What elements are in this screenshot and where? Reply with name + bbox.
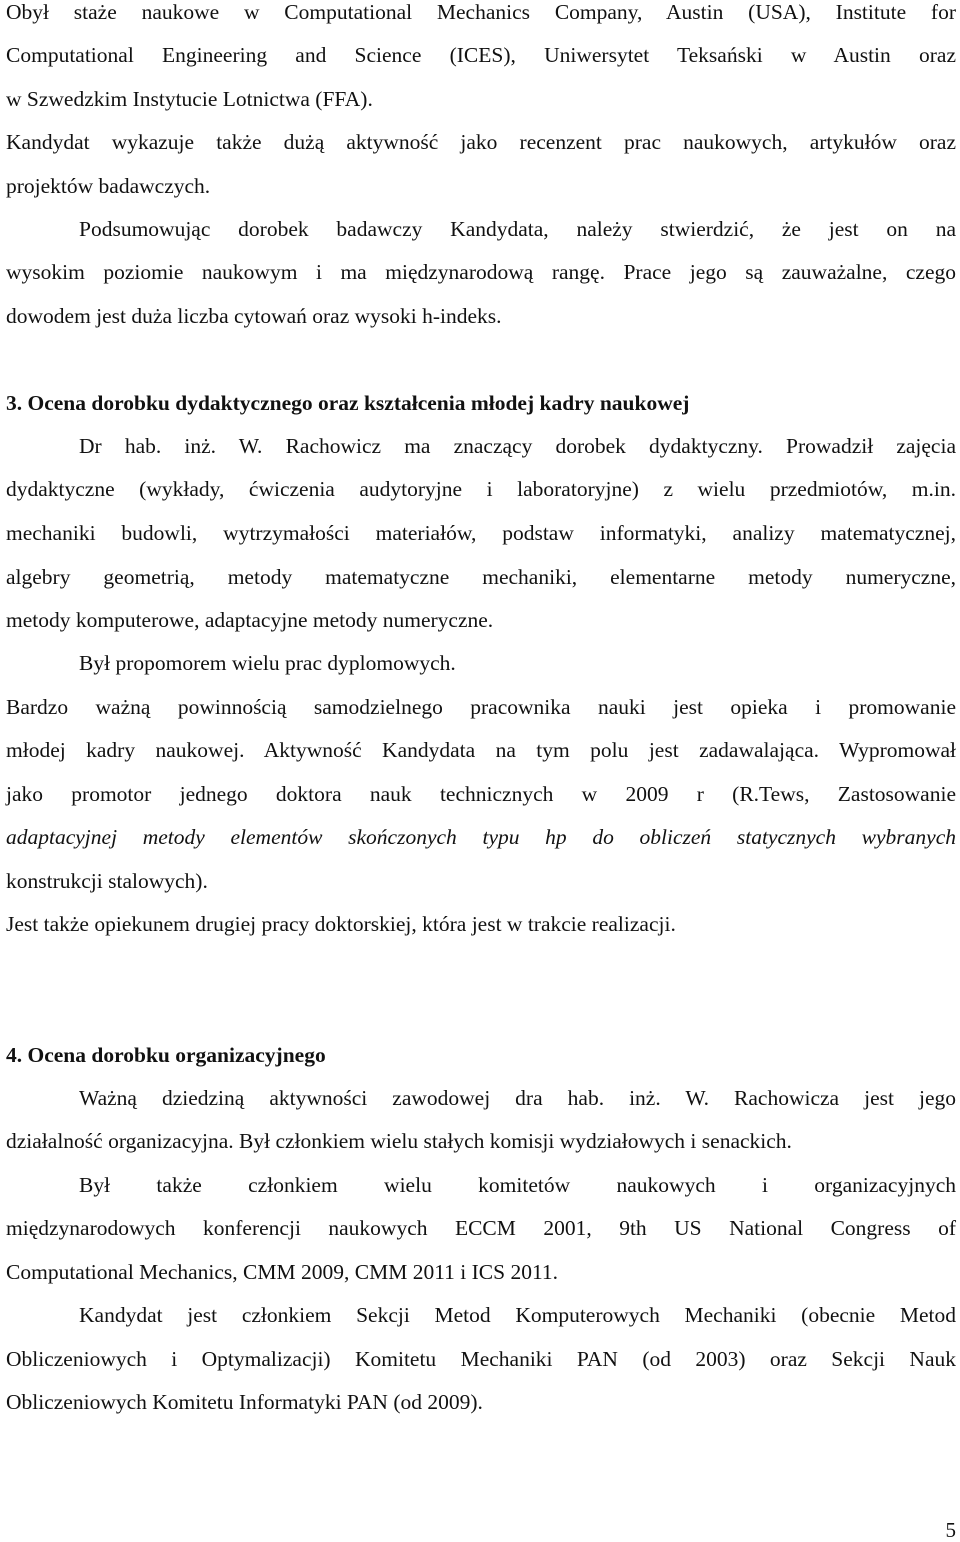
section-heading: 4. Ocena dorobku organizacyjnego: [6, 1043, 326, 1067]
text-line: Był także członkiem wielu komitetów naukowych i organizacyjnych: [79, 1173, 956, 1197]
text-line: Jest także opiekunem drugiej pracy doktorskiej, która jest w trakcie realizacji.: [6, 912, 676, 936]
text-line: projektów badawczych.: [6, 174, 211, 198]
text-line: Kandydat jest członkiem Sekcji Metod Komputerowych Mechaniki (obecnie Metod: [79, 1303, 956, 1327]
text-line: Obył staże naukowe w Computational Mechanics Company, Austin (USA), Institute for: [6, 0, 956, 24]
text-line: młodej kadry naukowej. Aktywność Kandydata na tym polu jest zadawalająca. Wypromował: [6, 738, 956, 762]
text-line: Bardzo ważną powinnością samodzielnego pracownika nauki jest opieka i promowanie: [6, 695, 956, 719]
text-line: Computational Engineering and Science (ICES), Uniwersytet Teksański w Austin oraz: [6, 43, 956, 67]
text-line: jako promotor jednego doktora nauk technicznych w 2009 r (R.Tews, Zastosowanie: [6, 782, 956, 806]
text-line: dowodem jest duża liczba cytowań oraz wysoki h-indeks.: [6, 304, 502, 328]
text-line: międzynarodowych konferencji naukowych ECCM 2001, 9th US National Congress of: [6, 1216, 956, 1240]
italic-title: adaptacyjnej metody elementów skończonych typu hp do obliczeń statycznych wybranych: [6, 825, 956, 849]
text-line-italic: [6, 825, 956, 849]
text-line: Ważną dziedziną aktywności zawodowej dra hab. inż. W. Rachowicza jest jego: [79, 1086, 956, 1110]
text-line: mechaniki budowli, wytrzymałości materiałów, podstaw informatyki, analizy matematycznej,: [6, 521, 956, 545]
text-line: Computational Mechanics, CMM 2009, CMM 2011 i ICS 2011.: [6, 1260, 559, 1284]
section-heading: 3. Ocena dorobku dydaktycznego oraz kształcenia młodej kadry naukowej: [6, 391, 690, 415]
text-line: Był propomorem wielu prac dyplomowych.: [79, 651, 456, 675]
text-line: dydaktyczne (wykłady, ćwiczenia audytoryjne i laboratoryjne) z wielu przedmiotów, m.in.: [6, 477, 956, 501]
text-line: wysokim poziomie naukowym i ma międzynarodową rangę. Prace jego są zauważalne, czego: [6, 260, 956, 284]
text-line: Kandydat wykazuje także dużą aktywność jako recenzent prac naukowych, artykułów oraz: [6, 130, 956, 154]
text-line: algebry geometrią, metody matematyczne mechaniki, elementarne metody numeryczne,: [6, 565, 956, 589]
text-line: Dr hab. inż. W. Rachowicz ma znaczący dorobek dydaktyczny. Prowadził zajęcia: [79, 434, 956, 458]
page-number: 5: [945, 1518, 956, 1542]
text-line: Obliczeniowych i Optymalizacji) Komitetu Mechaniki PAN (od 2003) oraz Sekcji Nauk: [6, 1347, 956, 1371]
document-page: [6, 0, 956, 1537]
text-line: Podsumowując dorobek badawczy Kandydata, należy stwierdzić, że jest on na: [79, 217, 956, 241]
text-line: konstrukcji stalowych).: [6, 869, 208, 893]
text-line: Obliczeniowych Komitetu Informatyki PAN (od 2009).: [6, 1390, 483, 1414]
text-line: działalność organizacyjna. Był członkiem wielu stałych komisji wydziałowych i senackich.: [6, 1129, 792, 1153]
text-line: metody komputerowe, adaptacyjne metody numeryczne.: [6, 608, 494, 632]
text-line: w Szwedzkim Instytucie Lotnictwa (FFA).: [6, 87, 373, 111]
